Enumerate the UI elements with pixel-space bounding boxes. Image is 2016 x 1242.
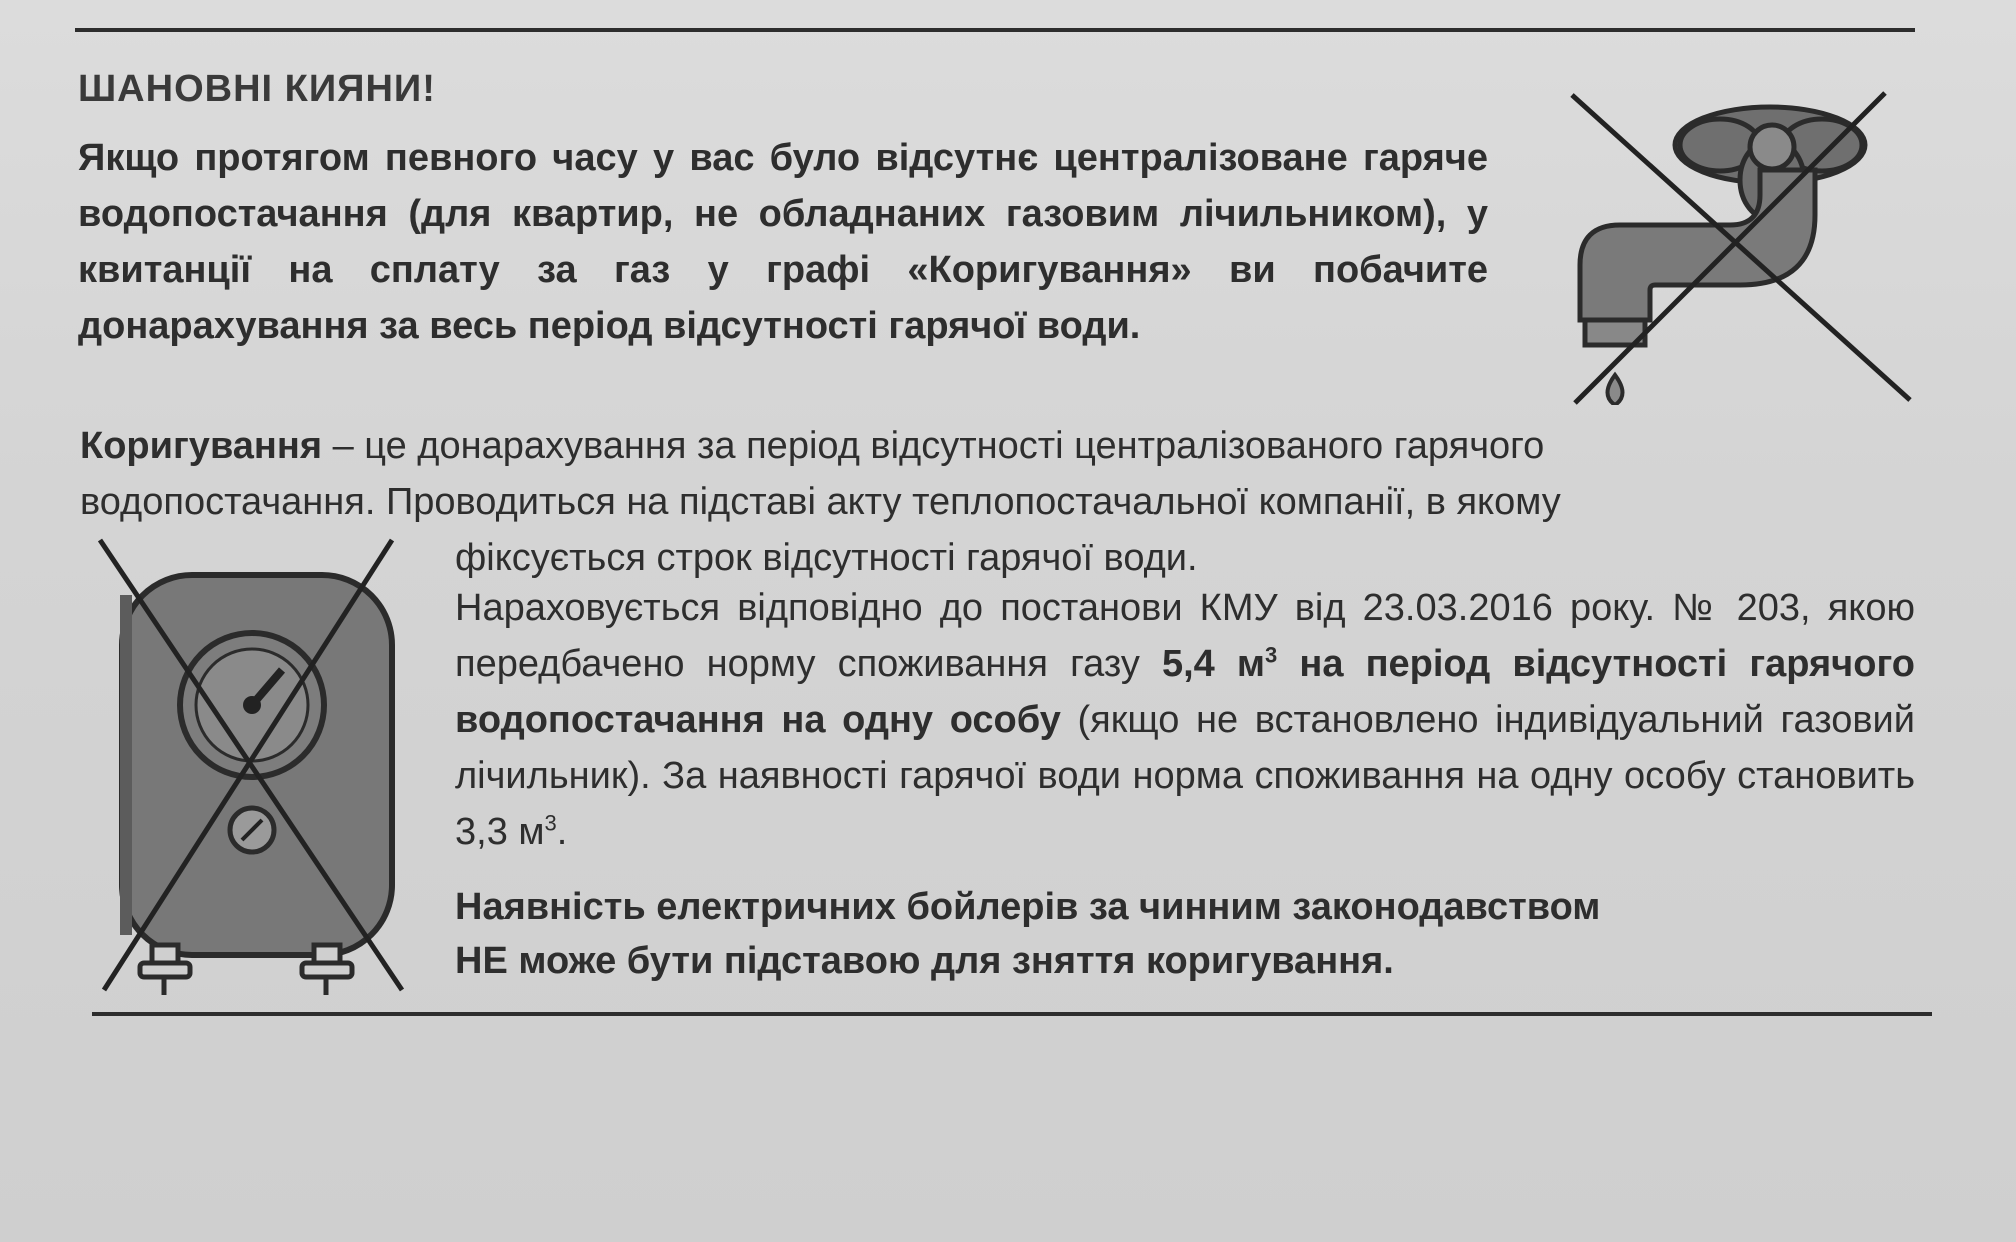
definition-term: Коригування [80,425,323,467]
norm-value: 5,4 м [1161,643,1265,685]
norm-value-sup: 3 [1265,642,1278,668]
intro-paragraph [78,130,1488,354]
norm-text-2: (якщо не встановлено індивідуальний газовий лічильник). За наявності гарячої води норма споживання на одну особу становить 3,3 м [455,699,1916,853]
boiler-crossed-icon [92,535,422,995]
closing-line-2: НЕ може бути підставою для зняття коригування. [455,940,1394,982]
definition-line1-text: – це донарахування за період відсутності централізованого гарячого [322,425,1545,467]
definition-line-1 [80,418,1920,474]
page-heading: ШАНОВНІ КИЯНИ! [78,68,436,110]
bottom-rule [92,1012,1932,1016]
norm-highlight-text: на період відсутності гарячого водопостачання на одну особу [455,643,1915,741]
closing-line-1: Наявність електричних бойлерів за чинним законодавством [455,886,1601,928]
norm-text-3: . [556,811,568,853]
faucet-crossed-icon [1560,85,1920,405]
top-rule [75,28,1915,32]
definition-line-3: фіксується строк відсутності гарячої води. [455,537,1198,579]
norm-paragraph [455,580,1915,860]
norm-text-2-sup: 3 [544,810,557,836]
closing-statement [455,880,1915,988]
norm-text-1: Нараховується відповідно до постанови КМУ від 23.03.2016 року. № 203, якою передбачено норму споживання газу [455,587,1915,685]
intro-text: Якщо протягом певного часу у вас було відсутнє централізоване гаряче водопостачання (для квартир, не обладнаних газовим лічильником), у квитанції на сплату за газ у графі «Коригування» ви побачите донарахування за весь період відсутності гарячої води. [78,137,1488,347]
definition-line-2: водопостачання. Проводиться на підставі акту теплопостачальної компанії, в якому [80,481,1561,523]
